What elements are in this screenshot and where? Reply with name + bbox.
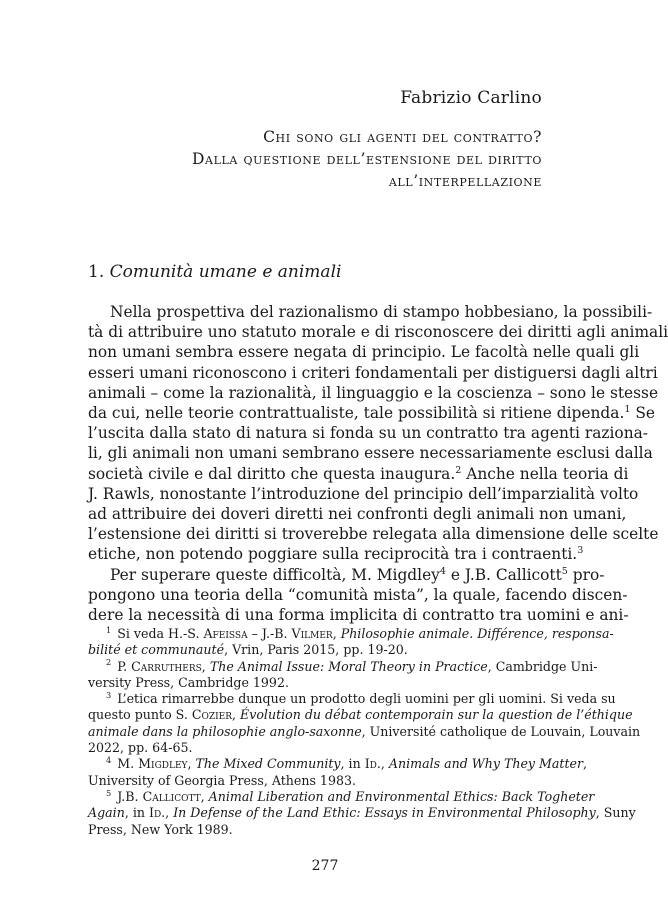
footnotes	[88, 624, 641, 838]
footnote-ref: 5	[561, 565, 568, 577]
body-line: ad attribuire dei doveri diretti nei confronti degli animali non umani,	[88, 505, 627, 524]
author-name: Fabrizio Carlino	[400, 88, 542, 108]
body-line: dere la necessità di una forma implicita di contratto tra uomini e ani-	[88, 606, 629, 625]
footnote-4: $^4$ M. Migdley, The Mixed Community, in Id., Animals and Why They Matter,	[106, 755, 588, 772]
body-line: l’uscita dalla stato di natura si fonda su un contratto tra agenti raziona-	[88, 424, 648, 443]
body-line: l’estensione dei diritti si troverebbe relegata alla dimensione delle scelte	[88, 525, 659, 544]
footnote-ref: 1	[624, 403, 631, 415]
footnote-3-cont: animale dans la philosophie anglo-saxonne, Université catholique de Louvain, Louvain	[88, 723, 641, 739]
footnote-3-cont: questo punto S. Cozier, Évolution du débat contemporain sur la question de l’éthique	[88, 707, 633, 723]
footnote-3-cont: 2022, pp. 64-65.	[88, 740, 193, 756]
footnote-ref: 2	[455, 464, 462, 476]
footnote-2: $^2$ P. Carruthers, The Animal Issue: Moral Theory in Practice, Cambridge Uni-	[106, 657, 598, 674]
body-line: pongono una teoria della “comunità mista”, la quale, facendo discen-	[88, 585, 628, 604]
body-line: non umani sembra essere negata di principio. Le facoltà nelle quali gli	[88, 343, 640, 362]
chapter-title-line: all’interpellazione	[388, 172, 542, 190]
body-line: Per superare queste difficoltà, M. Migdley$^4$ e J.B. Callicott$^5$ pro-	[110, 565, 605, 584]
page-number: 277	[311, 858, 339, 874]
chapter-title-line: Chi sono gli agenti del contratto?	[263, 128, 542, 146]
footnote-4-cont: University of Georgia Press, Athens 1983.	[88, 772, 356, 788]
body-line: li, gli animali non umani sembrano essere necessariamente esclusi dalla	[88, 444, 653, 463]
body-line: animali – come la razionalità, il linguaggio e la coscienza – sono le stesse	[88, 383, 659, 402]
footnote-ref: 4	[439, 565, 446, 577]
chapter-title-line: Dalla questione dell’estensione del diritto	[192, 150, 542, 168]
chapter-title	[72, 126, 542, 192]
body-line: esseri umani riconoscono i criteri fondamentali per distiguersi dagli altri	[88, 363, 658, 382]
body-line: Nella prospettiva del razionalismo di stampo hobbesiano, la possibili-	[110, 303, 653, 321]
section-title: Comunità umane e animali	[109, 262, 342, 282]
footnote-5: $^5$ J.B. Callicott, Animal Liberation and Environmental Ethics: Back Togheter	[106, 787, 595, 804]
body-line: società civile e dal diritto che questa inaugura.$^2$ Anche nella teoria di	[88, 464, 629, 483]
footnote-5-cont: Press, New York 1989.	[88, 821, 233, 837]
footnote-ref: 3	[577, 545, 584, 557]
section-heading	[88, 262, 341, 282]
footnote-5-cont: Again, in Id., In Defense of the Land Ethic: Essays in Environmental Philosophy, Suny	[88, 805, 636, 821]
body-text	[88, 302, 668, 625]
body-line: etiche, non potendo poggiare sulla reciprocità tra i contraenti.$^3$	[88, 545, 584, 564]
footnote-2-cont: versity Press, Cambridge 1992.	[88, 674, 289, 690]
footnote-1-cont: bilité et communauté, Vrin, Paris 2015, pp. 19-20.	[88, 642, 408, 658]
body-line: da cui, nelle teorie contrattualiste, tale possibilità si ritiene dipenda.$^1$ Se	[88, 403, 655, 423]
section-number: 1.	[88, 262, 105, 282]
footnote-1: $^1$ Si veda H.-S. Afeissa – J.-B. Vilmer, Philosophie animale. Différence, responsa-	[106, 624, 614, 641]
body-line: tà di attribuire uno statuto morale e di risconoscere dei diritti agli animali	[88, 323, 668, 342]
footnote-3: $^3$ L’etica rimarrebbe dunque un prodotto degli uomini per gli uomini. Si veda su	[106, 690, 616, 707]
body-line: J. Rawls, nonostante l’introduzione del principio dell’imparzialità volto	[88, 484, 639, 503]
